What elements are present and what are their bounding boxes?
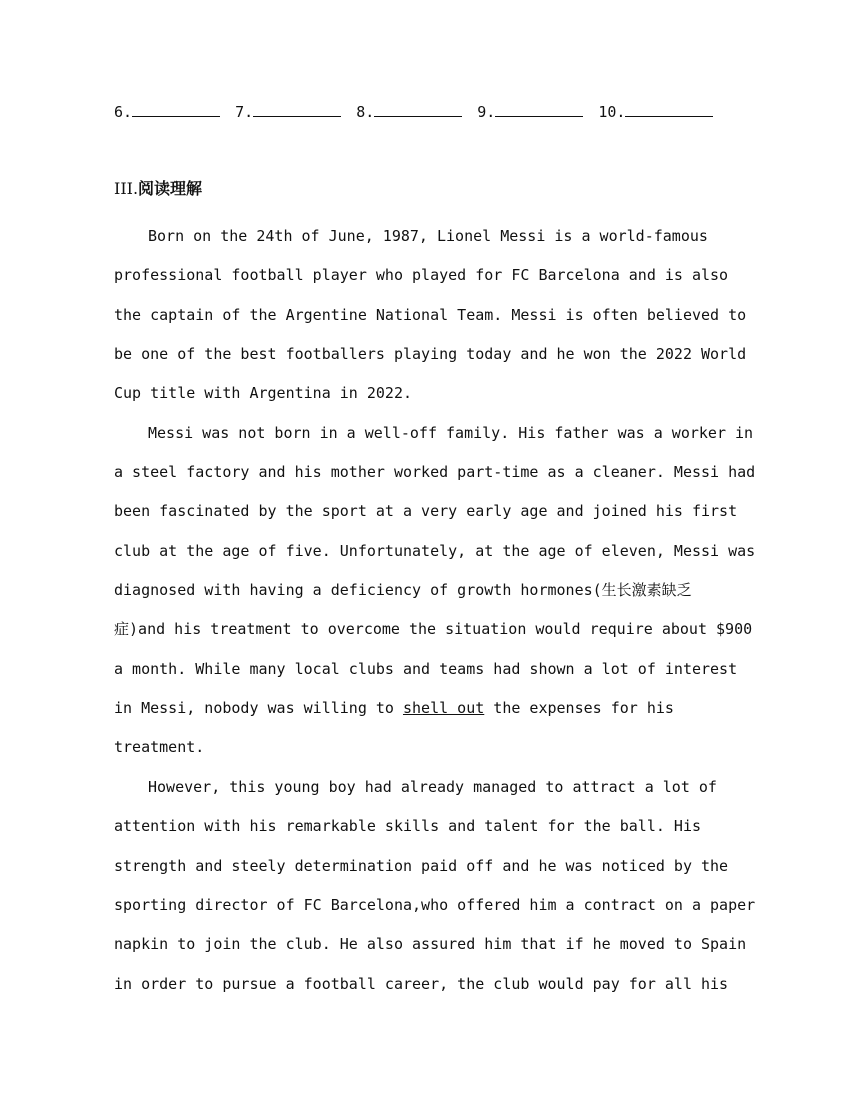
- answer-blank-9: [477, 102, 583, 122]
- blank-line: [625, 102, 713, 117]
- blank-line: [253, 102, 341, 117]
- blank-number: 10.: [598, 103, 626, 121]
- paragraph-1-line: Cup title with Argentina in 2022.: [114, 384, 413, 403]
- blank-line: [132, 102, 220, 117]
- paragraph-2-line: [114, 610, 754, 649]
- blank-number: 8.: [356, 103, 375, 121]
- underlined-phrase: shell out: [402, 699, 485, 718]
- text-run: )and his treatment to overcome the situation would require about $900: [129, 620, 753, 639]
- section-number: III.: [114, 179, 139, 198]
- paragraph-2-line: Messi was not born in a well-off family. His father was a worker in: [148, 423, 754, 442]
- text-run: in Messi, nobody was willing to: [114, 699, 403, 718]
- paragraph-1-line: be one of the best footballers playing today and he won the 2022 World: [114, 345, 747, 364]
- paragraph-2-line: a month. While many local clubs and teams had shown a lot of interest: [114, 659, 738, 678]
- paragraph-1-line: Born on the 24th of June, 1987, Lionel Messi is a world-famous: [148, 227, 708, 245]
- paragraph-1-line: professional football player who played for FC Barcelona and is also: [114, 266, 729, 285]
- blank-number: 7.: [235, 103, 254, 121]
- answer-blank-8: [356, 102, 462, 122]
- paragraph-2-line: [114, 571, 754, 610]
- paragraph-3-line: napkin to join the club. He also assured him that if he moved to Spain: [114, 935, 747, 954]
- chinese-gloss: 症: [114, 620, 130, 639]
- paragraph-2-line: a steel factory and his mother worked part-time as a cleaner. Messi had: [114, 463, 756, 482]
- blank-line: [495, 102, 583, 117]
- paragraph-2-line: treatment.: [114, 738, 205, 757]
- paragraph-3-line: sporting director of FC Barcelona,who offered him a contract on a paper: [114, 895, 756, 914]
- answer-blank-6: [114, 102, 220, 122]
- paragraph-2-line: been fascinated by the sport at a very early age and joined his first: [114, 502, 738, 521]
- paragraph-3-line: in order to pursue a football career, the club would pay for all his: [114, 974, 729, 993]
- paragraph-2-line: [114, 689, 754, 728]
- text-run: diagnosed with having a deficiency of growth hormones(: [114, 581, 602, 600]
- chinese-gloss: 生长激素缺乏: [601, 581, 692, 600]
- reading-passage: [114, 217, 754, 1004]
- paragraph-3-line: attention with his remarkable skills and talent for the ball. His: [114, 817, 701, 836]
- paragraph-3-line: strength and steely determination paid off and he was noticed by the: [114, 856, 729, 875]
- answer-blanks-row: [114, 102, 719, 122]
- paragraph-2-line: club at the age of five. Unfortunately, at the age of eleven, Messi was: [114, 541, 756, 560]
- paragraph-3-line: However, this young boy had already managed to attract a lot of: [148, 777, 717, 796]
- section-heading: [114, 178, 202, 200]
- blank-number: 6.: [114, 103, 133, 121]
- blank-number: 9.: [477, 103, 496, 121]
- answer-blank-10: [598, 102, 713, 122]
- text-run: the expenses for his: [484, 699, 674, 718]
- paragraph-1-line: the captain of the Argentine National Team. Messi is often believed to: [114, 305, 747, 324]
- answer-blank-7: [235, 102, 341, 122]
- blank-line: [374, 102, 462, 117]
- section-title: 阅读理解: [138, 179, 203, 198]
